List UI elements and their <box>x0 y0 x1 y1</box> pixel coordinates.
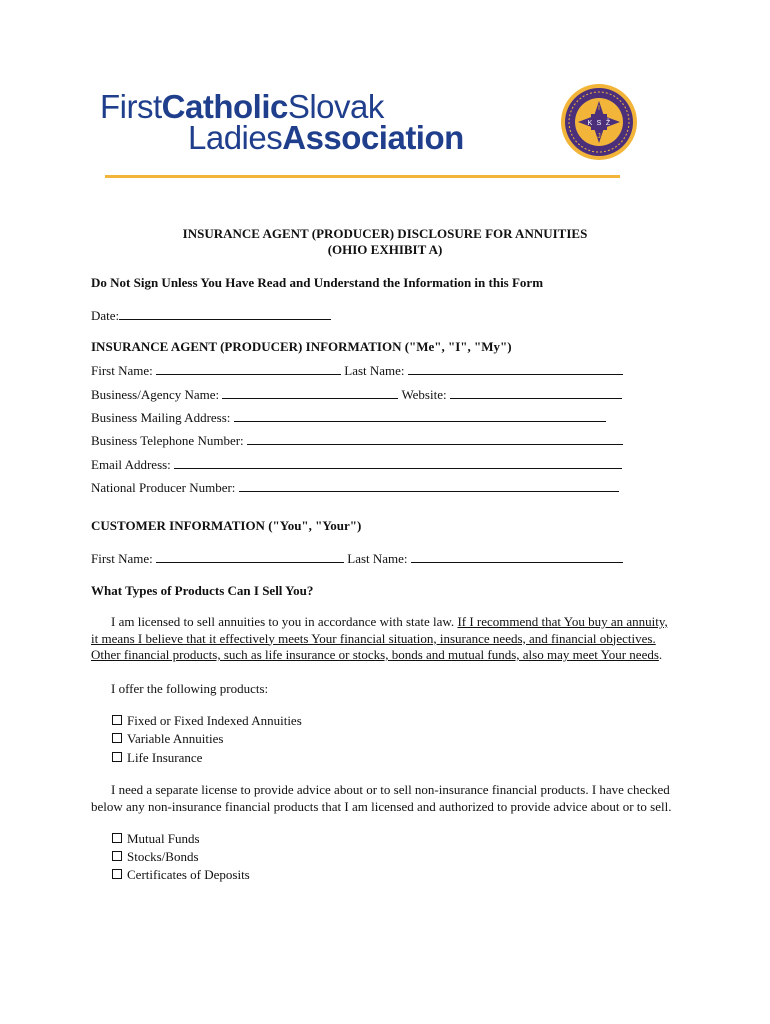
checkbox-mutual-funds[interactable] <box>112 833 122 843</box>
logo-word-catholic: Catholic <box>161 88 288 125</box>
npn-field[interactable] <box>239 480 619 492</box>
email-row <box>91 457 622 473</box>
date-field[interactable] <box>119 308 331 320</box>
business-name-field[interactable] <box>222 387 398 399</box>
checkbox-row <box>112 731 223 747</box>
para1-underlined-2: it means I believe that it effectively meets Your financial situation, insurance needs, and financial objectives. <box>91 630 656 646</box>
para1-underlined-3: Other financial products, such as life insurance or stocks, bonds and mutual funds, also may meet Your needs <box>91 647 659 662</box>
date-row <box>91 308 331 324</box>
agent-first-name-field[interactable] <box>156 363 341 375</box>
checkbox-life-insurance[interactable] <box>112 752 122 762</box>
checkbox-row <box>112 849 199 865</box>
checkbox-row <box>112 750 202 766</box>
annuity-license-paragraph <box>91 614 691 664</box>
checkbox-row <box>112 831 200 847</box>
customer-first-name-field[interactable] <box>156 551 344 563</box>
checkbox-row <box>112 713 302 729</box>
offer-intro: I offer the following products: <box>111 681 269 696</box>
logo-word-first: First <box>100 88 162 125</box>
form-title: INSURANCE AGENT (PRODUCER) DISCLOSURE FOR ANNUITIES <box>182 226 588 241</box>
website-label: Website: <box>401 387 447 402</box>
telephone-row <box>91 433 623 449</box>
para1-plain: I am licensed to sell annuities to you in accordance with state law. <box>111 614 455 629</box>
checkbox-fixed-annuities[interactable] <box>112 715 122 725</box>
mailing-address-field[interactable] <box>234 410 606 422</box>
checkbox-label: Life Insurance <box>127 750 203 765</box>
logo-word-ladies: Ladies <box>188 119 283 156</box>
business-name-row <box>91 387 622 403</box>
logo-word-slovak: Slovak <box>287 88 384 125</box>
checkbox-label: Fixed or Fixed Indexed Annuities <box>127 713 302 728</box>
customer-first-name-label: First Name: <box>91 551 153 566</box>
checkbox-label: Mutual Funds <box>127 831 200 846</box>
checkbox-label: Variable Annuities <box>127 731 224 746</box>
agent-last-name-label: Last Name: <box>344 363 405 378</box>
website-field[interactable] <box>450 387 622 399</box>
checkbox-label: Stocks/Bonds <box>127 849 199 864</box>
license-para-line2: below any non-insurance financial products that I am licensed and authorized to provide advice about or to sell. <box>91 798 672 814</box>
logo-word-association: Association <box>282 119 464 156</box>
license-para-line1: I need a separate license to provide advice about or to sell non-insurance financial products. I have checked <box>111 782 670 797</box>
business-name-label: Business/Agency Name: <box>91 387 220 402</box>
seal-letter-bottom: J <box>597 133 601 140</box>
customer-last-name-label: Last Name: <box>347 551 408 566</box>
mailing-address-label: Business Mailing Address: <box>91 410 231 425</box>
agent-name-row <box>91 363 623 379</box>
npn-row <box>91 480 619 496</box>
warning-text: Do Not Sign Unless You Have Read and Understand the Information in this Form <box>91 275 544 290</box>
seal-letter-center: S <box>596 120 602 127</box>
customer-name-row <box>91 551 623 567</box>
telephone-field[interactable] <box>247 433 623 445</box>
email-label: Email Address: <box>91 457 171 472</box>
telephone-label: Business Telephone Number: <box>91 433 244 448</box>
organization-logo <box>100 90 464 154</box>
checkbox-stocks-bonds[interactable] <box>112 851 122 861</box>
checkbox-variable-annuities[interactable] <box>112 733 122 743</box>
mailing-address-row <box>91 410 606 426</box>
seal-letter-right: Ž <box>605 120 611 127</box>
form-subtitle: (OHIO EXHIBIT A) <box>327 242 443 257</box>
email-field[interactable] <box>174 457 622 469</box>
non-insurance-license-paragraph <box>91 782 691 815</box>
header-divider <box>105 175 620 178</box>
agent-first-name-label: First Name: <box>91 363 153 378</box>
npn-label: National Producer Number: <box>91 480 236 495</box>
seal-letter-top: I <box>598 105 600 112</box>
para1-end: . <box>658 647 663 662</box>
checkbox-row <box>112 867 250 883</box>
seal-letter-left: K <box>587 120 593 127</box>
products-section-heading: What Types of Products Can I Sell You? <box>91 583 314 598</box>
association-seal-icon <box>560 83 638 161</box>
agent-last-name-field[interactable] <box>408 363 623 375</box>
agent-section-heading: INSURANCE AGENT (PRODUCER) INFORMATION ("Me", "I", "My") <box>91 339 512 354</box>
para1-underlined-1: If I recommend that You buy an annuity, <box>457 614 668 629</box>
date-label: Date: <box>91 308 120 323</box>
checkbox-certificates-of-deposit[interactable] <box>112 869 122 879</box>
customer-section-heading: CUSTOMER INFORMATION ("You", "Your") <box>91 518 362 533</box>
checkbox-label: Certificates of Deposits <box>127 867 250 882</box>
customer-last-name-field[interactable] <box>411 551 623 563</box>
